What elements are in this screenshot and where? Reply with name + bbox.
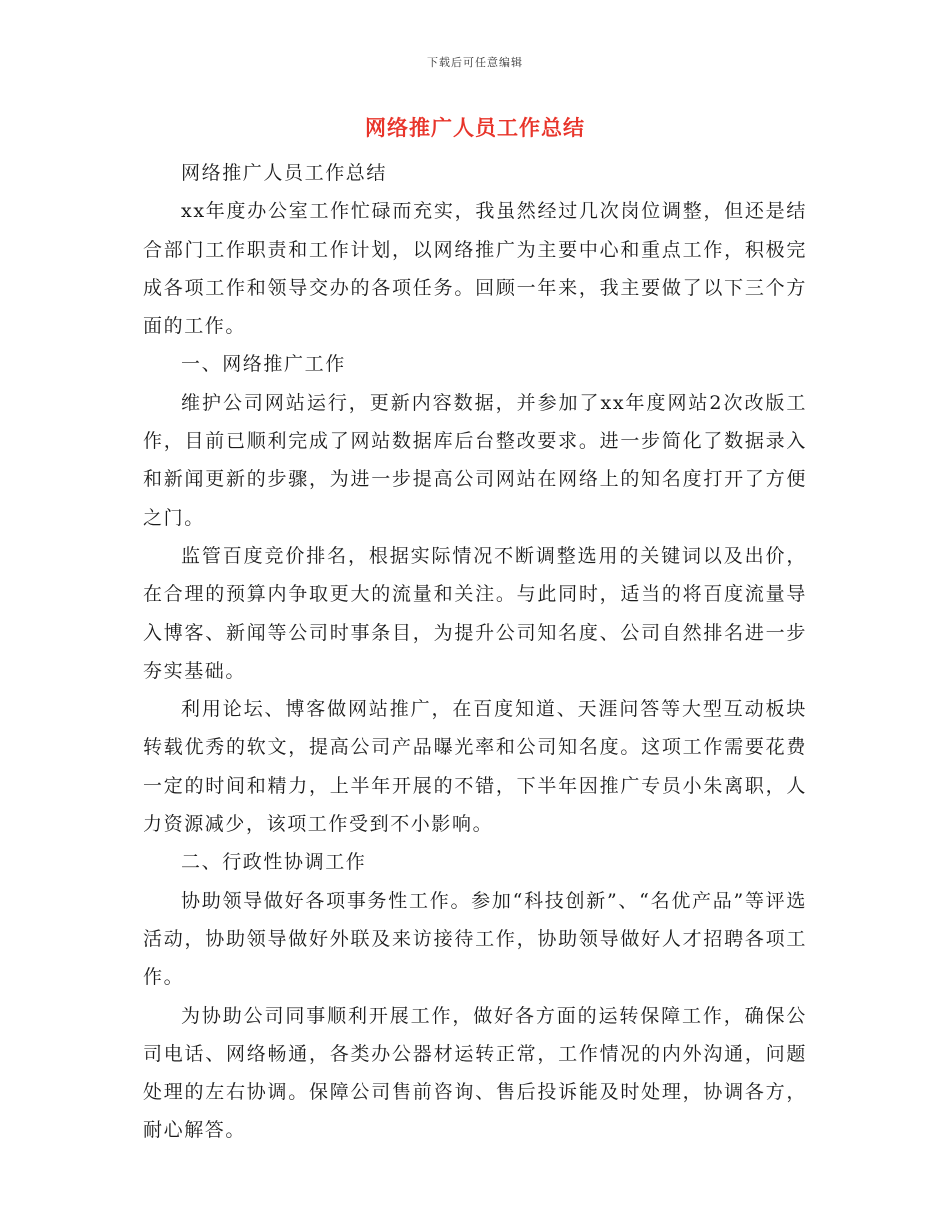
document-body xyxy=(143,154,807,1150)
section-heading: 网络推广人员工作总结 xyxy=(181,162,388,184)
paragraph: 利用论坛、博客做网站推广，在百度知道、天涯问答等大型互动板块转载优秀的软文，提高公司产品曝光率和公司知名度。这项工作需要花费一定的时间和精力，上半年开展的不错，下半年因推广专员小朱离职，人力资源减少，该项工作受到不小影响。 xyxy=(143,698,807,836)
paragraph: 协助领导做好各项事务性工作。参加“科技创新”、“名优产品”等评选活动，协助领导做好外联及来访接待工作，协助领导做好人才招聘各项工作。 xyxy=(143,889,807,989)
document-title: 网络推广人员工作总结 xyxy=(365,116,585,140)
paragraph: 维护公司网站运行，更新内容数据，并参加了xx年度网站2次改版工作，目前已顺利完成了网站数据库后台整改要求。进一步简化了数据录入和新闻更新的步骤，为进一步提高公司网站在网络上的知名度打开了方便之门。 xyxy=(143,391,807,529)
paragraph: xx年度办公室工作忙碌而充实，我虽然经过几次岗位调整，但还是结合部门工作职责和工作计划，以网络推广为主要中心和重点工作，积极完成各项工作和领导交办的各项任务。回顾一年来，我主要做了以下三个方面的工作。 xyxy=(143,200,807,338)
header-note: 下载后可任意编辑 xyxy=(427,56,523,69)
paragraph: 监管百度竞价排名，根据实际情况不断调整选用的关键词以及出价，在合理的预算内争取更大的流量和关注。与此同时，适当的将百度流量导入博客、新闻等公司时事条目，为提升公司知名度、公司自然排名进一步夯实基础。 xyxy=(143,544,807,682)
section-heading: 一、网络推广工作 xyxy=(181,353,346,376)
section-heading: 二、行政性协调工作 xyxy=(181,851,367,874)
paragraph: 为协助公司同事顺利开展工作，做好各方面的运转保障工作，确保公司电话、网络畅通，各类办公器材运转正常，工作情况的内外沟通，问题处理的左右协调。保障公司售前咨询、售后投诉能及时处理，协调各方，耐心解答。 xyxy=(143,1004,807,1142)
